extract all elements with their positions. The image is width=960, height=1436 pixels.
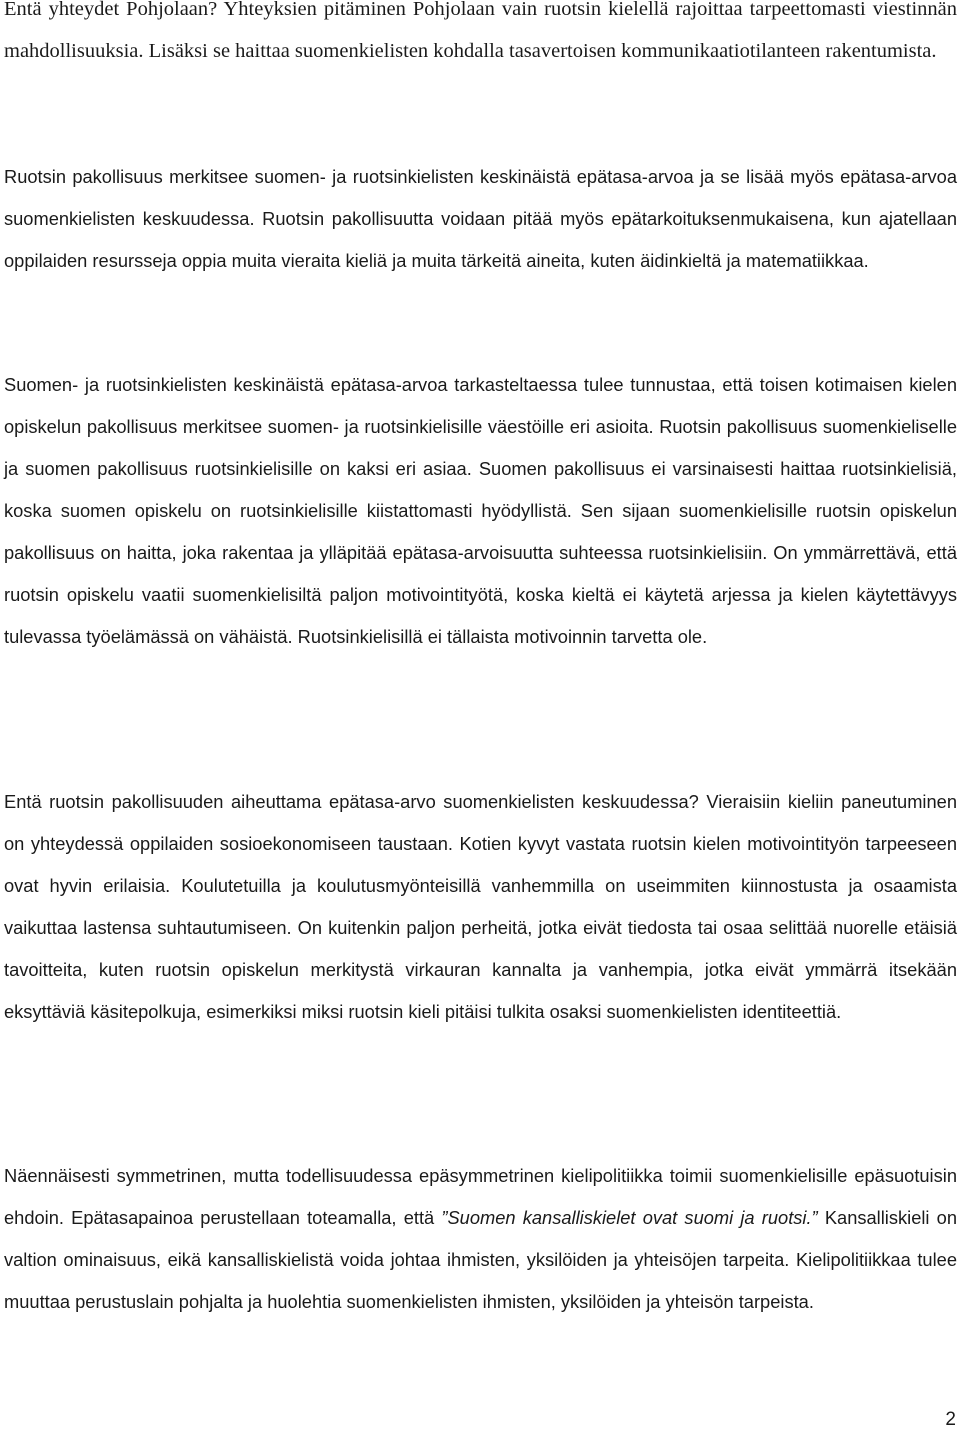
paragraph-mutual-inequality: Suomen- ja ruotsinkielisten keskinäistä epätasa-arvoa tarkasteltaessa tulee tunnustaa, että toisen kotimaisen kielen opiskelun pakollisuus merkitsee suomen- ja ruotsinkielisille väestöille eri asioita. Ruotsin pakollisuus suomenkieliselle ja suomen pakollisuus ruotsinkielisille on kaksi eri asiaa. Suomen pakollisuus ei varsinaisesti haittaa ruotsinkielisiä, koska suomen opiskelu on ruotsinkielisille kiistattomasti hyödyllistä. Sen sijaan suomenkielisille ruotsin opiskelun pakollisuus on haitta, joka rakentaa ja ylläpitää epätasa-arvoisuutta suhteessa ruotsinkielisiin. On ymmärrettävä, että ruotsin opiskelu vaatii suomenkielisiltä paljon motivointityötä, koska kieltä ei käytetä arjessa ja kielen käytettävyys tulevassa työelämässä on vähäistä. Ruotsinkielisillä ei tällaista motivoinnin tarvetta ole. [4, 374, 957, 647]
page-number: 2 [945, 1409, 956, 1430]
paragraph-language-policy-intro: Näennäisesti symmetrinen, mutta todellisuudessa epäsymmetrinen kielipolitiikka toimii suomenkielisille epäsuotuisin ehdoin. Epätasapainoa perustellaan toteamalla, että [4, 1165, 957, 1228]
paragraph-language-policy [4, 1155, 957, 1323]
paragraph-swedish-compulsory-inequality: Ruotsin pakollisuus merkitsee suomen- ja ruotsinkielisten keskinäistä epätasa-arvoa ja se lisää myös epätasa-arvoa suomenkielisten keskuudessa. Ruotsin pakollisuutta voidaan pitää myös epätarkoituksenmukaisena, kun ajatellaan oppilaiden resursseja oppia muita vieraita kieliä ja muita tärkeitä aineita, kuten äidinkieltä ja matematiikkaa. [4, 166, 957, 271]
paragraph-language-policy-rest: Kansalliskieli on valtion ominaisuus, eikä kansalliskielistä voida johtaa ihmisten, yksilöiden ja yhteisöjen tarpeita. Kielipolitiikkaa tulee muuttaa perustuslain pohjalta ja huolehtia suomenkielisten ihmisten, yksilöiden ja yhteisön tarpeista. [4, 1207, 957, 1312]
paragraph-northern-connections: Entä yhteydet Pohjolaan? Yhteyksien pitäminen Pohjolaan vain ruotsin kielellä rajoittaa tarpeettomasti viestinnän mahdollisuuksia. Lisäksi se haittaa suomenkielisten kohdalla tasavertoisen kommunikaatiotilanteen rakentumista. [4, 0, 957, 62]
national-languages-quote: ”Suomen kansalliskielet ovat suomi ja ruotsi.” [441, 1207, 818, 1228]
paragraph-inequality-among-finnish: Entä ruotsin pakollisuuden aiheuttama epätasa-arvo suomenkielisten keskuudessa? Vieraisiin kieliin paneutuminen on yhteydessä oppilaiden sosioekonomiseen taustaan. Kotien kyvyt vastata ruotsin kielen motivointityön tarpeeseen ovat hyvin erilaisia. Koulutetuilla ja koulutusmyönteisillä vanhemmilla on useimmiten kiinnostusta ja osaamista vaikuttaa lastensa suhtautumiseen. On kuitenkin paljon perheitä, jotka eivät tiedosta tai osaa selittää nuorelle etäisiä tavoitteita, kuten ruotsin opiskelun merkitystä virkauran kannalta ja vanhempia, jotka eivät ymmärrä itsekään eksyttäviä käsitepolkuja, esimerkiksi miksi ruotsin kieli pitäisi tulkita osaksi suomenkielisten identiteettiä. [4, 791, 957, 1022]
